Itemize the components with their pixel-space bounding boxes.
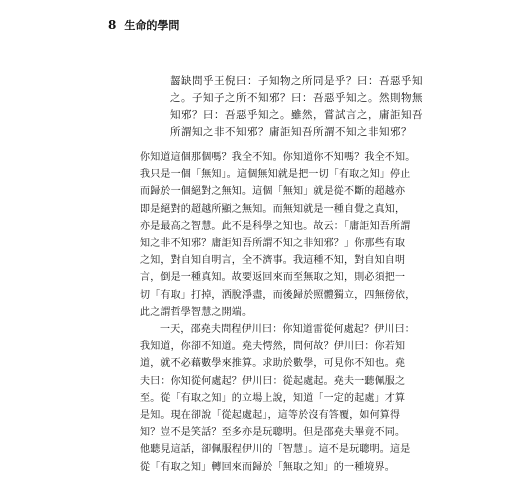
text-line: 我知道，你卻不知道。堯夫愕然，問何故？伊川曰：你若知 [140, 341, 406, 353]
quote-line: 齧缺問乎王倪曰：子知物之所同是乎？曰：吾惡乎知 [170, 75, 423, 87]
text-line: 此之謂哲學智慧之開端。 [140, 306, 253, 318]
text-line: 你知道這個那個嗎？我全不知。你知道你不知嗎？我全不知。 [140, 152, 416, 163]
text-line: 之知，對自知自明言，全不濟事。我這種不知，對自知自明 [140, 255, 406, 267]
page-number: 8 [108, 18, 117, 32]
text-line: 是知。現在卻說「從起處起」，這等於沒有答覆，如何算得 [140, 410, 401, 422]
running-title: 生命的學問 [124, 19, 180, 32]
text-line: 即是絕對的超越所顯之無知。而無知就是一種自覺之真知， [140, 203, 406, 215]
text-line: 至。從「有取之知」的立場上說，知道「一定的起處」才算 [140, 392, 406, 404]
text-line: 從「有取之知」轉回來而歸於「無取之知」的一種境界。 [140, 461, 395, 473]
text-line: 切「有取」打掉，洒脫淨盡，而後歸於照體獨立，四無傍依， [140, 289, 416, 301]
quote-line: 知邪？曰：吾惡乎知之。雖然，嘗試言之，庸詎知吾 [170, 109, 423, 121]
text-line: 言，倒是一種真知。故要返回來而至無取之知，則必須把一 [140, 272, 406, 284]
paragraph [140, 321, 415, 476]
text-line: 道，就不必藉數學來推算。求助於數學，可見你不知也。堯 [140, 358, 406, 370]
text-line: 他聽見這話，卻佩服程伊川的「智慧」。這不是玩聰明。這是 [140, 444, 411, 456]
quote-line: 所謂知之非不知邪？庸詎知吾所謂不知之非知邪？ [170, 126, 412, 138]
text-line: 我只是一個「無知」。這個無知就是把一切「有取之知」停止 [140, 169, 411, 181]
text-line: 知之非不知邪？庸詎知吾所謂不知之非知邪？」你那些有取 [140, 238, 406, 250]
text-line: 亦是最高之智慧。此不是科學之知也。故云：「庸詎知吾所謂 [140, 220, 411, 232]
text-line: 一天，邵堯夫問程伊川曰：你知道雷從何處起？伊川曰： [160, 324, 415, 336]
classical-quotation [170, 73, 430, 141]
running-header [108, 17, 179, 33]
quote-line: 之。子知子之所不知邪？曰：吾惡乎知之。然則物無 [170, 92, 423, 104]
paragraph [140, 149, 416, 321]
text-line: 夫曰：你知從何處起？伊川曰：從起處起。堯夫一聽佩服之 [140, 375, 406, 387]
body-text [140, 149, 416, 476]
text-line: 而歸於一個絕對之無知。這個「無知」就是從不斷的超越亦 [140, 186, 406, 198]
text-line: 知？豈不是笑話？至多亦是玩聰明。但是邵堯夫畢竟不同。 [140, 427, 406, 439]
